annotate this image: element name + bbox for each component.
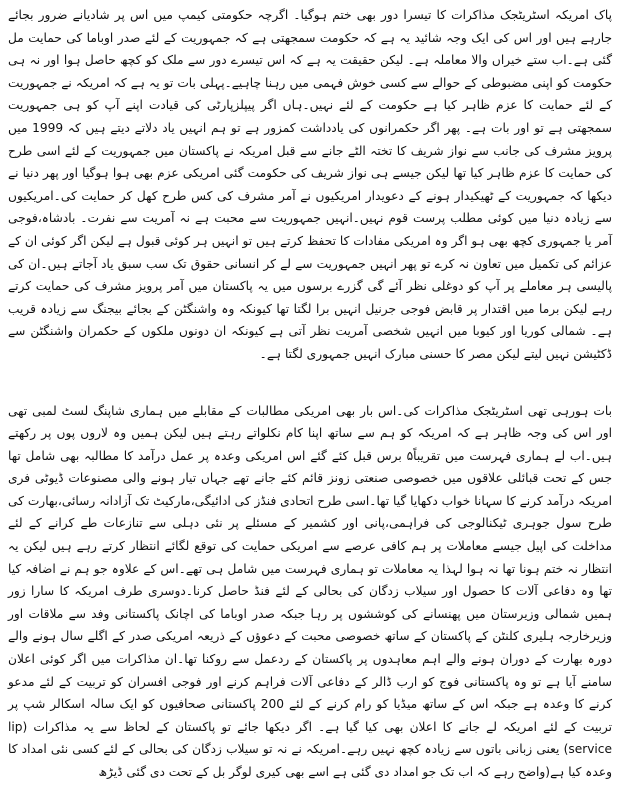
article-paragraph-1: پاک امریکہ اسٹریٹجک مذاکرات کا تیسرا دور بھی ختم ہوگیا۔ اگرچہ حکومتی کیمپ میں اس پر شادیانے ضرور بجائے جارہے ہیں اور اس کی ایک وجہ شائید یہ ہے کہ حکومت سمجھتی ہے کہ جمہوریت کے لئے صدر اوباما کی حمایت مل گئی ہے۔اب ستے خیراں والا معاملہ ہے۔ لیکن حقیقت یہ ہے کہ اس تیسرے دور سے ملک کو کچھ حاصل ہوا اور نہ ہی حکومت کو اپنی مضبوطی کے حوالے سے کسی خوش فہمی میں رہنا چاہیے۔پہلی بات تو یہ ہے کہ امریکہ نے جمہوریت کے لئے حمایت کا عزم ظاہر کیا ہے حکومت کے لئے نہیں۔ہاں اگر پیپلزپارٹی کی قیادت اپنے آپ کو ہی جمہوریت سمجھتی ہے تو اور بات ہے۔ پھر اگر حکمرانوں کی یادداشت کمزور ہے تو ہم انہیں یاد دلاتے دیتے ہیں کہ 1999 میں پرویز مشرف کی جانب سے نواز شریف کا تختہ الٹے جانے سے قبل امریکہ نے پاکستان میں جمہوریت کے لئے اسی طرح کی حمایت کا عزم ظاہر کیا تھا لیکن جیسے ہی نواز شریف کی حکومت گئی امریکی عزم بھی ہوا ہوگیا اور پھر دنیا نے دیکھا کہ جمہوریت کے ٹھیکیدار ہونے کے دعویدار امریکیوں نے آمر مشرف کی کس طرح کھل کر حمایت کی۔امریکیوں سے زیادہ دنیا میں کوئی مطلب پرست قوم نہیں۔انہیں جمہوریت سے محبت ہے نہ آمریت سے نفرت۔ بادشاہ،فوجی آمر یا جمہوری کچھ بھی ہو اگر وہ امریکی مفادات کا تحفظ کرتے ہیں تو انہیں ہر کوئی قبول ہے لیکن اگر کوئی ان کے عزائم کی تکمیل میں تعاون نہ کرے تو پھر انہیں جمہوریت سے لے کر انسانی حقوق تک سب سبق یاد آجاتے ہیں۔ان کی پالیسی ہر معاملے پر آپ کو دوغلی نظر آئے گی گزرے برسوں میں یہ پاکستان میں آمر پرویز مشرف کی حمایت کرتے رہے لیکن برما میں اقتدار پر قابض فوجی جرنیل انہیں برا لگتا تھا کیونکہ وہ واشنگٹن کے بجائے بیجنگ سے زیادہ قریب ہے۔ شمالی کوریا اور کیوبا میں انہیں شخصی آمریت نظر آتی ہے کیونکہ ان دونوں ملکوں کے حکمران واشنگٹن سے ڈکٹیشن نہیں لیتے لیکن مصر کا حسنی مبارک انہیں جمہوری لگتا ہے۔ <box>8 8 612 361</box>
article-paragraph-2: بات ہورہی تھی اسٹریٹجک مذاکرات کی۔اس بار بھی امریکی مطالبات کے مقابلے میں ہماری شاپنگ لسٹ لمبی تھی اور اس کی وجہ ظاہر ہے کہ امریکہ کو ہم سے ساتھ اپنا کام نکلواتے رہتے ہیں لیکن ہمیں وہ لاروں پوں پر رکھتے ہیں۔اب لے ہماری فہرست میں تقریباً۵ برس قبل کئے گئے اس امریکی وعدہ پر عمل درآمد کا مطالبہ بھی شامل تھا جس کے تحت قبائلی علاقوں میں خصوصی صنعتی زونز قائم کئے جانے تھے جہاں تیار ہونے والی مصنوعات ڈیوٹی فری امریکہ درآمد کرنے کا سہانا خواب دکھایا گیا تھا۔اسی طرح اتحادی فنڈز کی ادائیگی،مارکیٹ تک آزادانہ رسائی،بھارت کی طرح سول جوہری ٹیکنالوجی کی فراہمی،پانی اور کشمیر کے مسئلے پر نئی دہلی سے تنازعات طے کرانے کے لئے مداخلت کی اپیل جیسے معاملات پر ہم کافی عرصے سے امریکی حمایت کی توقع لگائے انتظار کرتے رہے ہیں لیکن یہ انتظار نہ ختم ہونا تھا نہ ہوا لہذا یہ معاملات تو ہماری فہرست میں شامل ہی تھے۔اس کے علاوہ جو ہم نے اضافہ کیا تھا وہ دفاعی آلات کا حصول اور سیلاب زدگان کی بحالی کے لئے فنڈ حاصل کرنا۔دوسری طرف امریکہ کا سارا زور ہمیں شمالی وزیرستان میں پھنسانے کی کوششوں پر رہا جبکہ صدر اوباما کی اچانک پاکستانی وفد سے ملاقات اور وزیرخارجہ ہلیری کلنٹن کے پاکستان کے ساتھ خصوصی محبت کے دعوؤں کے ذریعہ امریکی صدر کے اگلے سال ہونے والے دورہ بھارت کے دوران ہونے والے اہم معاہدوں پر پاکستان کے ردعمل سے روکنا تھا۔ان مذاکرات میں اگر کوئی اعلان سامنے آیا ہے تو وہ پاکستانی فوج کو ارب ڈالر کے دفاعی آلات فراہم کرنے اور فوجی افسران کو تربیت کے لئے مدعو کرنے کا وعدہ ہے جبکہ اس کے ساتھ میڈیا کو رام کرنے کے لئے 200 پاکستانی صحافیوں کو ایک سالہ اسکالر شپ پر تربیت کے لئے امریکہ لے جانے کا اعلان بھی کیا گیا ہے۔ اگر دیکھا جائے تو پاکستان کے لحاظ سے یہ مذاکرات (lip service) یعنی زبانی باتوں سے زیادہ کچھ نہیں رہے۔امریکہ نے نہ تو سیلاب زدگان کی بحالی کے لئے کسی نئی امداد کا وعدہ کیا ہے(واضح رہے کہ اب تک جو امداد دی گئی ہے اسے بھی کیری لوگر بل کے تحت دی گئی ڈیڑھ <box>8 403 612 779</box>
